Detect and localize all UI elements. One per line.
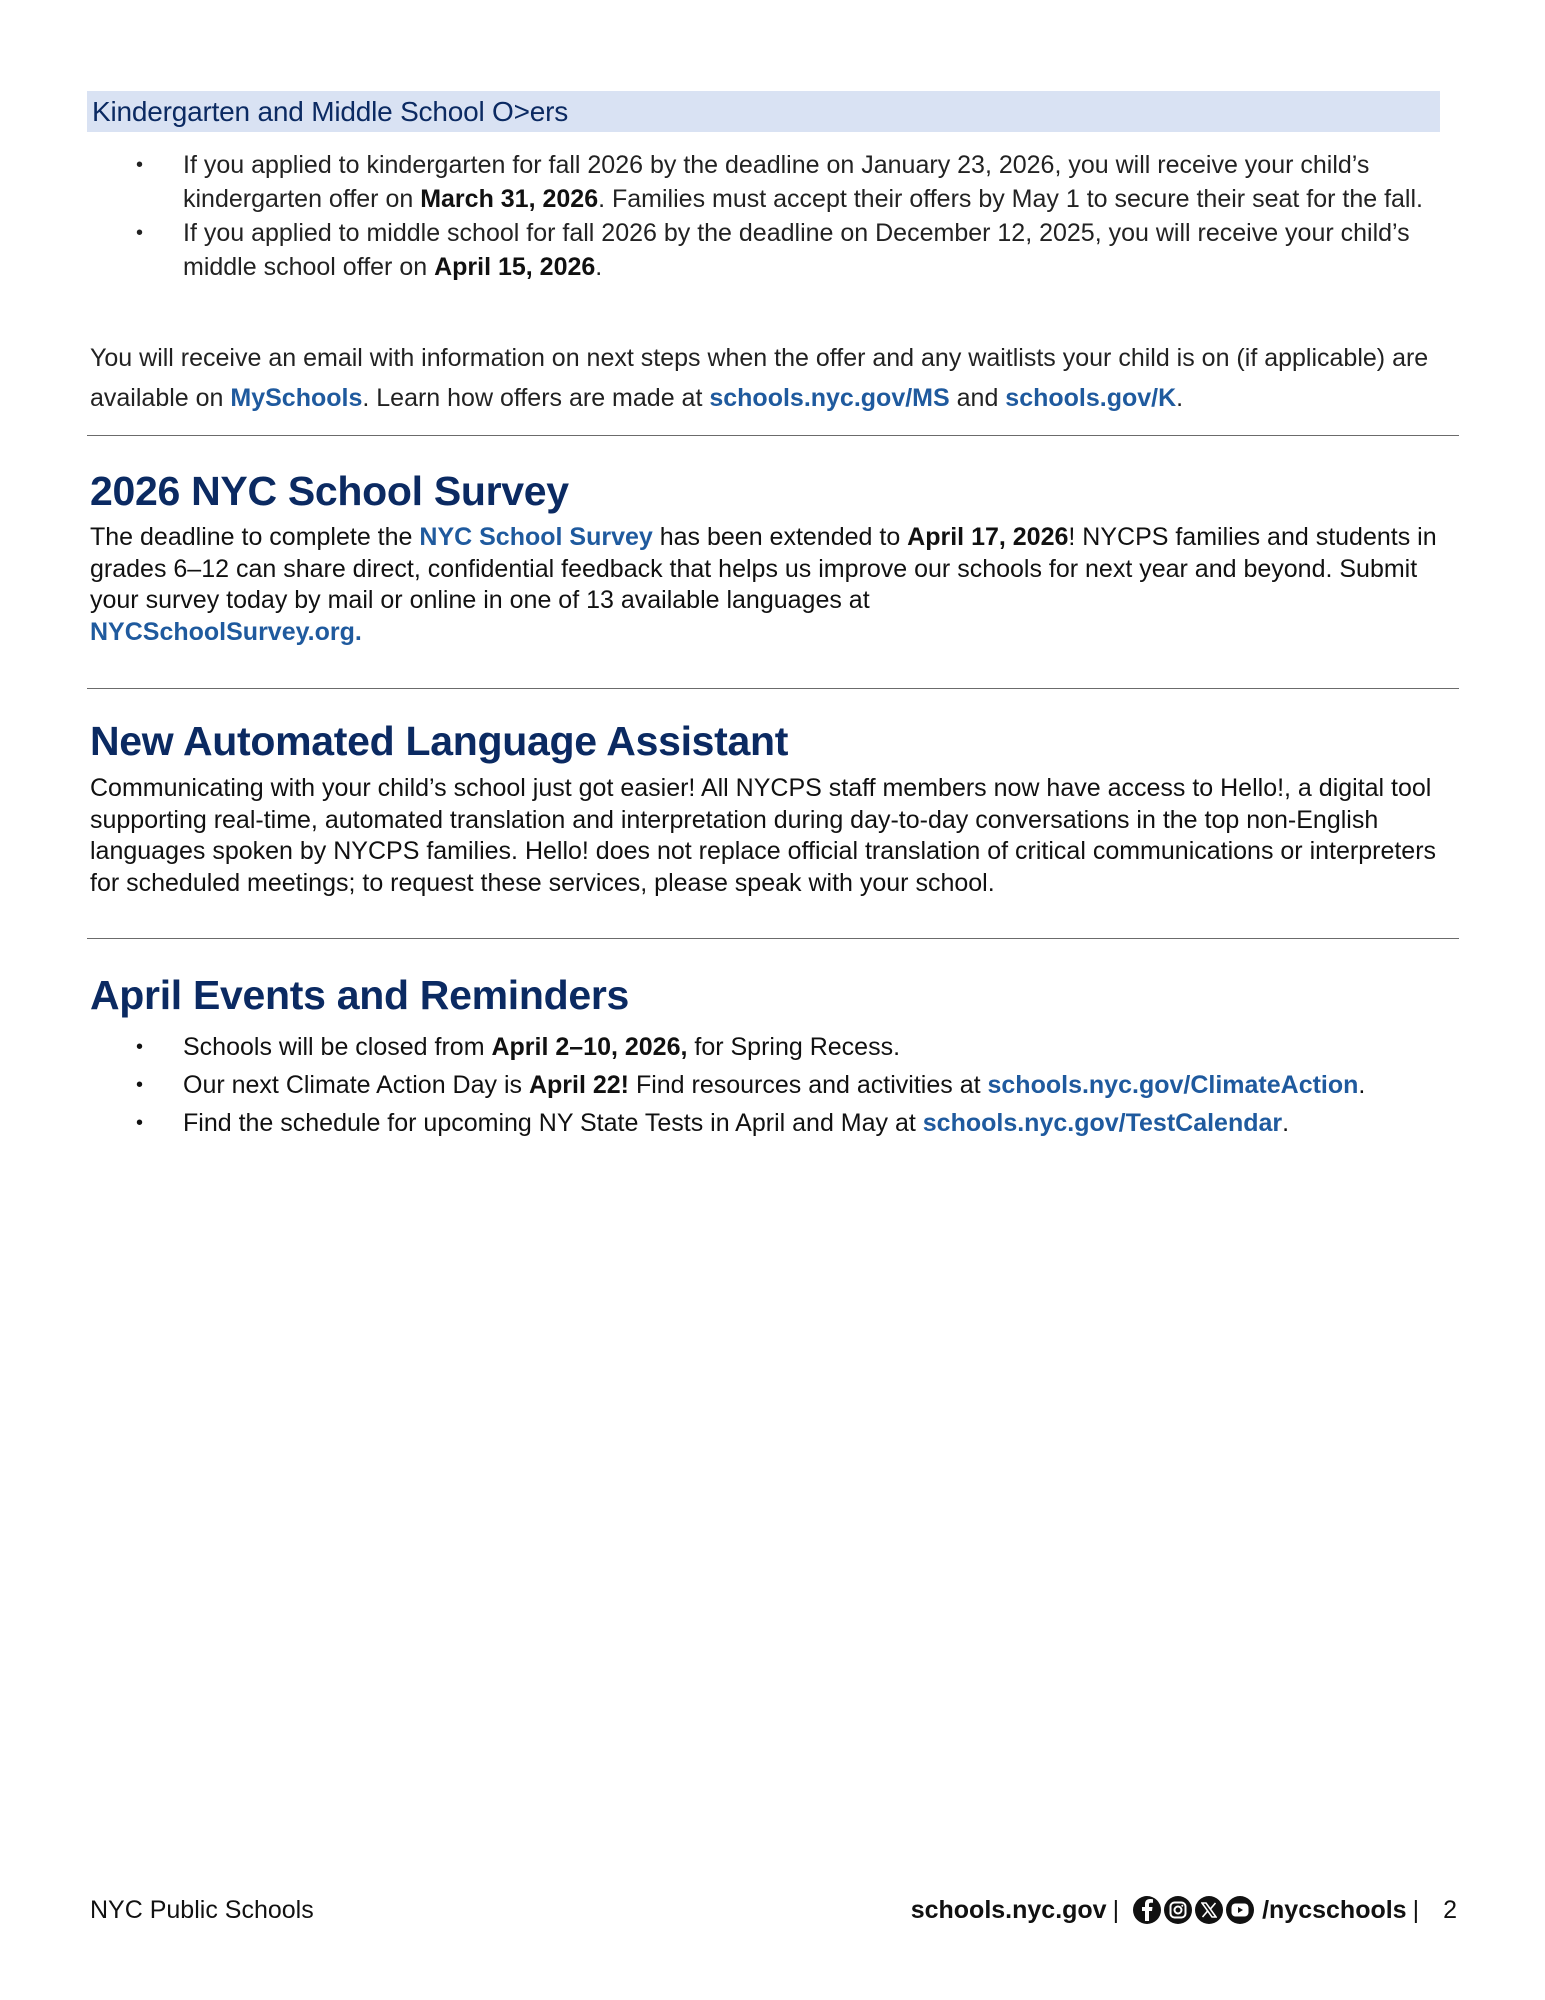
offers-paragraph: You will receive an email with information on next steps when the offer and any waitlists your child is on (if applicable) are available on MySchools. Learn how offers are made at schools.nyc.gov/MS and schools.gov/K. xyxy=(90,344,1429,412)
x-icon[interactable] xyxy=(1195,1896,1223,1924)
test-calendar-link[interactable]: schools.nyc.gov/TestCalendar xyxy=(922,1109,1283,1137)
survey-deadline: April 17, 2026 xyxy=(907,523,1069,551)
k-offers-link[interactable]: schools.gov/K xyxy=(1005,384,1177,412)
climate-action-date: April 22! xyxy=(528,1071,629,1099)
list-item: • Schools will be closed from April 2–10, 2026, for Spring Recess. xyxy=(0,1028,1463,1066)
bullet-icon: • xyxy=(136,1036,144,1058)
divider xyxy=(87,938,1459,939)
survey-paragraph: The deadline to complete the NYC School Survey has been extended to April 17, 2026! NYCPS families and students in grades 6–12 can share direct, confidential feedback that helps us improve our schools for next year and beyond. Submit your survey today by mail or online in one of 13 available languages at NYCSchoolSurvey.org. xyxy=(90,523,1437,646)
bullet-icon: • xyxy=(136,154,144,176)
list-item: • Our next Climate Action Day is April 22! Find resources and activities at schools.nyc.gov/ClimateAction. xyxy=(0,1066,1463,1104)
section-heading: New Automated Language Assistant xyxy=(90,718,789,764)
footer-separator: | xyxy=(1112,1896,1120,1924)
footer-website-link[interactable]: schools.nyc.gov xyxy=(910,1896,1107,1924)
school-survey-link[interactable]: NYC School Survey xyxy=(419,523,653,551)
list-item: • If you applied to kindergarten for fall 2026 by the deadline on January 23, 2026, you will receive your child’s kindergarten offer on March 31, 2026. Families must accept their offers by May 1 to secure their seat for the fall. xyxy=(0,148,1463,216)
youtube-icon[interactable] xyxy=(1226,1896,1254,1924)
survey-website-link[interactable]: NYCSchoolSurvey.org xyxy=(90,617,355,646)
divider xyxy=(87,435,1459,436)
climate-action-link[interactable]: schools.nyc.gov/ClimateAction xyxy=(987,1071,1359,1099)
bullet-icon: • xyxy=(136,222,144,244)
social-handle-link[interactable]: /nycschools xyxy=(1262,1896,1407,1924)
spring-recess-dates: April 2–10, 2026, xyxy=(491,1033,688,1061)
footer-separator: | xyxy=(1412,1896,1420,1924)
footer-links xyxy=(911,1894,1457,1926)
offer-date-middle-school: April 15, 2026 xyxy=(434,253,596,281)
section-heading: April Events and Reminders xyxy=(90,972,630,1018)
list-item: • Find the schedule for upcoming NY State Tests in April and May at schools.nyc.gov/TestCalendar. xyxy=(0,1104,1463,1142)
footer-org-name: NYC Public Schools xyxy=(90,1896,314,1924)
list-item: • If you applied to middle school for fall 2026 by the deadline on December 12, 2025, you will receive your child’s middle school offer on April 15, 2026. xyxy=(0,216,1463,284)
myschools-link[interactable]: MySchools xyxy=(230,384,363,412)
language-paragraph: Communicating with your child’s school just got easier! All NYCPS staff members now have access to Hello!, a digital tool supporting real-time, automated translation and interpretation during day-to-day conversations in the top non-English languages spoken by NYCPS families. Hello! does not replace official translation of critical communications or interpreters for scheduled meetings; to request these services, please speak with your school. xyxy=(90,774,1437,897)
bullet-icon: • xyxy=(136,1112,144,1134)
social-icons xyxy=(1133,1896,1254,1924)
bullet-icon: • xyxy=(136,1074,144,1096)
divider xyxy=(87,688,1459,689)
section-heading: 2026 NYC School Survey xyxy=(90,468,569,514)
ms-offers-link[interactable]: schools.nyc.gov/MS xyxy=(709,384,950,412)
instagram-icon[interactable] xyxy=(1164,1896,1192,1924)
section-title: Kindergarten and Middle School O>ers xyxy=(92,96,569,127)
page-number: 2 xyxy=(1443,1896,1457,1924)
offer-date-kindergarten: March 31, 2026 xyxy=(420,185,599,213)
offers-bullet-list xyxy=(0,148,1463,284)
events-bullet-list xyxy=(0,1028,1463,1142)
facebook-icon[interactable] xyxy=(1133,1896,1161,1924)
